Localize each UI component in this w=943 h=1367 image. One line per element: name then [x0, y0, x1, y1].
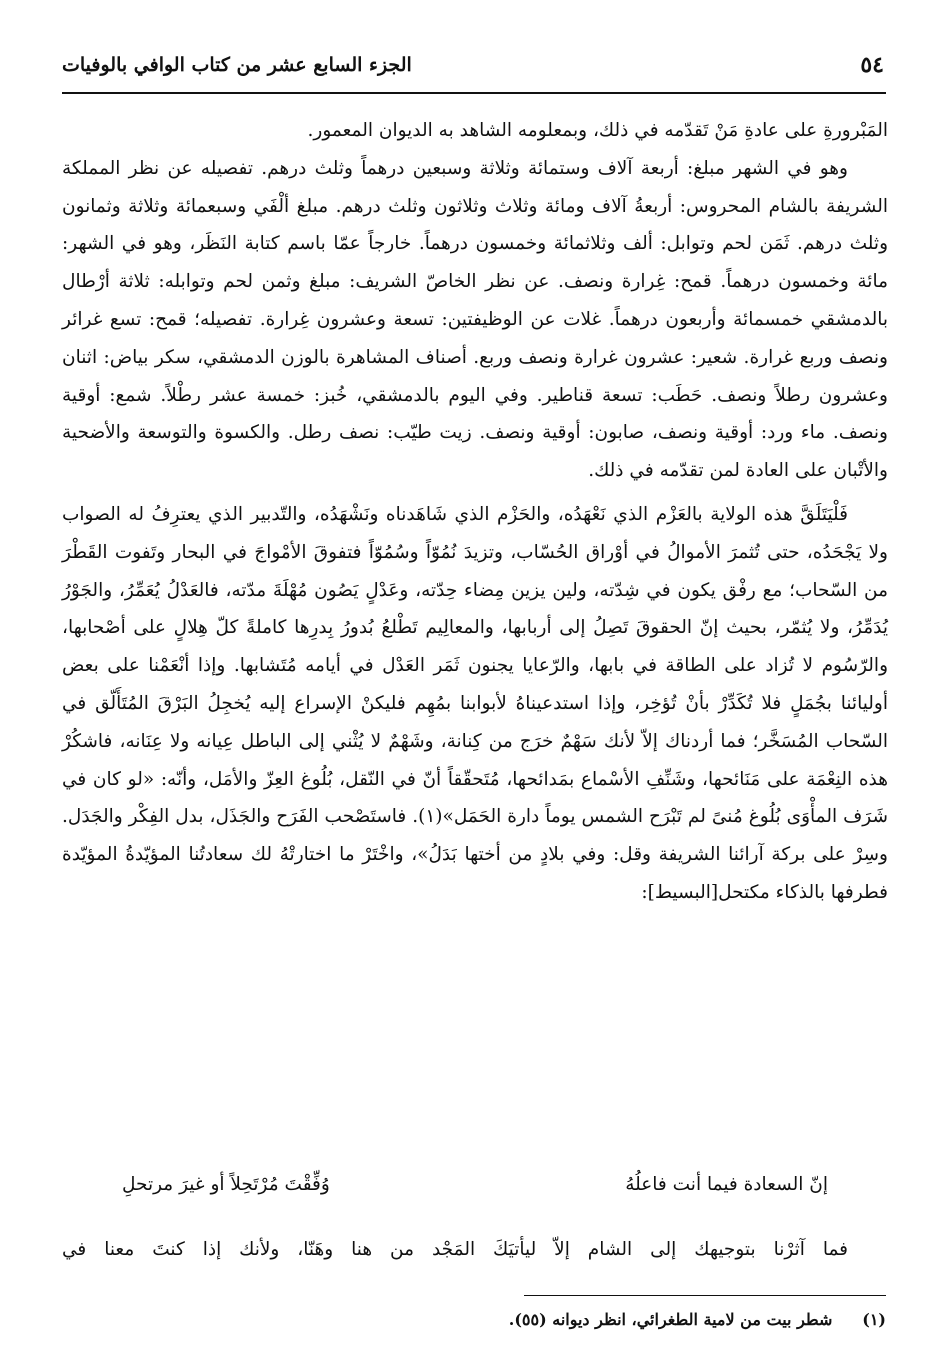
poem-verse — [62, 1170, 888, 1210]
paragraph-1: المَبْرورةِ على عادةِ مَنْ تَقدّمه في ذلك، وبمعلومه الشاهد به الديوان المعمور. — [307, 120, 888, 141]
poem-hemistich-second: وُفِّقْتَ مُرْتَحِلاً أو غيرَ مرتحلِ — [122, 1174, 330, 1195]
paragraph-2: وهو في الشهر مبلغ: أربعة آلاف وستمائة وثلاثة وسبعين درهماً وثلث درهم. تفصيله عن نظر المملكة الشريفة بالشام المحروس: أربعةُ آلاف ومائة وثلاث وثلاثون وثلث درهم. مبلغ ألْفَي وسبعمائة وثلاثة وثمانون وثلث درهم. ثَمَن لحم وتوابل: ألف وثلاثمائة وخمسون درهماً. خارجاً عمّا باسم كتابة النَظَر، وهو في الشهر: مائة وخمسون درهماً. قمح: غِرارة ونصف. عن نظر الخاصّ الشريف: مبلغ وثمن لحم وتوابله: ثلاثة أرْطال بالدمشقي خمسمائة وأربعون درهماً. غلات عن الوظيفتين: تسعة وعشرون غِرارة. تفصيله؛ قمح: تسع غرائر ونصف وربع غرارة. شعير: عشرون غرارة ونصف وربع. أصناف المشاهرة بالوزن الدمشقي، سكر بياض: اثنان وعشرون رطلاً ونصف. حَطَب: تسعة قناطير. وفي اليوم بالدمشقي، خُبز: خمسة عشر رطْلاً. شمع: أوقية ونصف. ماء ورد: أوقية ونصف، صابون: أوقية ونصف. زيت طيّب: نصف رطل. والكسوة والتوسعة والأضحية والأتْبان على العادة لمن تقدّمه في ذلك. — [62, 157, 888, 482]
footnote-marker: (١) — [862, 1310, 886, 1329]
footnote-divider — [524, 1295, 886, 1296]
footnote-text: شطر بيت من لامية الطغرائي، انظر ديوانه (٥٥). — [508, 1310, 833, 1329]
page-number: ٥٤ — [860, 52, 884, 78]
header-divider — [62, 92, 886, 94]
paragraph-3: فَلْيَتَلَقَّ هذه الولاية بالعَزْم الذي نَعْهَدُه، والحَزْم الذي شَاهَدناه ونَشْهَدُه، والتّدبير الذي يعترِفُ له الصواب ولا يَجْحَدُه، حتى تُثمرَ الأموالُ في أوْراق الحُسّاب، وتزيدَ نُمُوّاً وسُمُوّاً فتفوقَ الأمْواجَ في البحار وتَفوت القَطْرَ من السّحاب؛ مع رفْق يكون في شِدّته، ولين يزين مِضاء حِدّته، وعَدْلٍ يَصُون مُهْلَةَ مدّته، فالعَدْلُ يُعَمِّرُ، والجَوْرُ يُدَمِّرُ، ولا يُثمّر، بحيث إنّ الحقوقَ تَصِلُ إلى أربابها، والمعالِيم تَطْلعُ بُدورُ بِدرِها كاملةً كلّ هِلالٍ على أصْحابها، والرّسُوم لا تُزاد على الطاقة في بابها، والرّعايا يجنون ثَمَر العَدْل في أيامه مُتَشابها. وإذا أنْعَمْنا على بعض أوليائنا بجُمَلٍ فلا تُكَدِّرْ بأنْ تُؤخِر، وإذا استدعيناهُ لأبوابنا بمُهِم فليكنْ الإسراع إليه يُخجِلُ البَرْقَ المُتَأَلّق في السّحاب المُسَخَّر؛ فما أردناك إلاّ لأنك سَهْمٌ خرَج من كِنانة، وشَهْمٌ لا يُثْني إلى الباطل عِيانه ولا عِنَانه، فاشكُرْ هذه النِعْمَة على مَنَائحها، وشَنِّفِ الأسْماع بمَدائحها، مُتَحقّقاً أنّ في النّقل، بُلُوغ العِزّ والأمَل، وأنّه: «لو كان في شَرَف المأْوَى بُلُوغ مُنىً لم تَبْرَح الشمس يوماً دارة الحَمَل»(١). فاستَصْحب الفَرَح والجَذَل، بدل الفِكْر والجَدَل. وسِرْ على بركة آرائنا الشريفة وقل: وفي بلادٍ من أختها بَدَلُ»، واخْتَرْ ما اختارتْهُ لك سعادتُنا المؤيّدةُ المؤيّدة فطرفها بالذكاء مكتحل[البسيط]: — [62, 503, 888, 903]
poem-hemistich-first: إنّ السعادة فيما أنت فاعلُهُ — [625, 1174, 828, 1195]
page-header — [62, 52, 884, 88]
footnote — [286, 1310, 886, 1329]
paragraph-continuation: فما آثرْنا بتوجيهك إلى الشام إلاّ ليأتيَكَ المَجْد من هنا وهَنّا، ولأنك إذا كنتَ معنا في — [62, 1238, 848, 1260]
running-title: الجزء السابع عشر من كتاب الوافي بالوفيات — [62, 54, 412, 76]
main-text — [62, 112, 888, 912]
